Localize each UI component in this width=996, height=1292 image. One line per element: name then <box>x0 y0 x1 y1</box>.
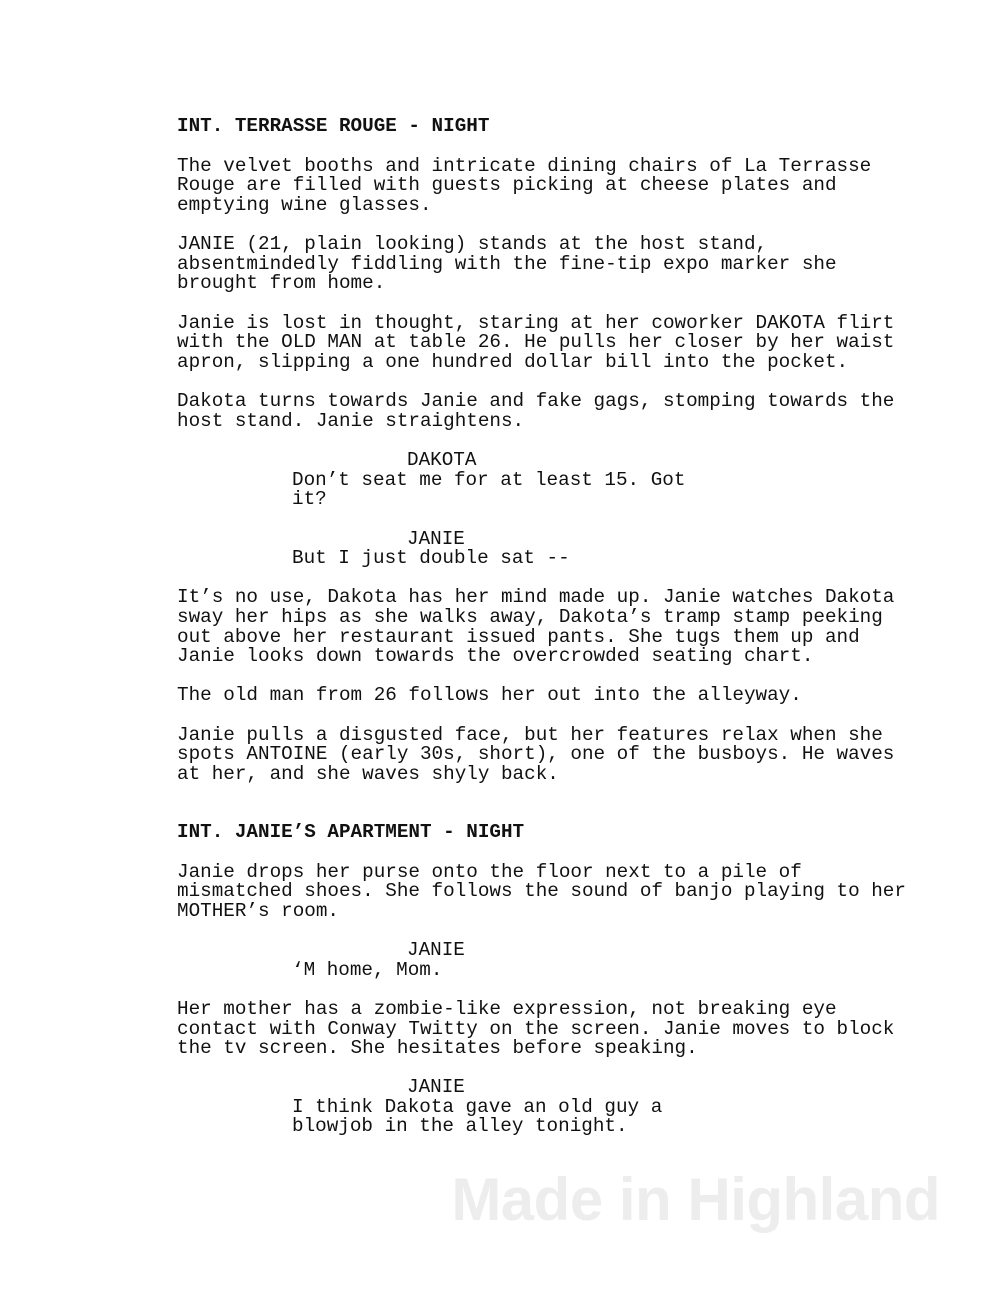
action-line: Rouge are filled with guests picking at cheese plates and <box>177 174 837 196</box>
character-cue: DAKOTA <box>407 449 477 471</box>
dialogue-line: Don’t seat me for at least 15. Got <box>292 469 686 491</box>
character-cue: JANIE <box>407 528 465 550</box>
dialogue-line: ‘M home, Mom. <box>292 959 443 981</box>
dialogue-line: But I just double sat -- <box>292 547 570 569</box>
action-line: JANIE (21, plain looking) stands at the host stand, <box>177 233 768 255</box>
action-line: Her mother has a zombie-like expression, not breaking eye <box>177 998 837 1020</box>
action-line: The velvet booths and intricate dining chairs of La Terrasse <box>177 155 872 177</box>
scene-heading: INT. JANIE’S APARTMENT - NIGHT <box>177 821 525 843</box>
action-line: The old man from 26 follows her out into the alleyway. <box>177 684 802 706</box>
action-line: apron, slipping a one hundred dollar bill into the pocket. <box>177 351 849 373</box>
character-cue: JANIE <box>407 1076 465 1098</box>
action-line: It’s no use, Dakota has her mind made up. Janie watches Dakota <box>177 586 895 608</box>
action-line: host stand. Janie straightens. <box>177 410 525 432</box>
action-line: contact with Conway Twitty on the screen. Janie moves to block <box>177 1018 895 1040</box>
action-line: the tv screen. She hesitates before speaking. <box>177 1037 698 1059</box>
character-cue: JANIE <box>407 939 465 961</box>
dialogue-line: blowjob in the alley tonight. <box>292 1115 628 1137</box>
dialogue-line: it? <box>292 488 327 510</box>
action-line: Janie looks down towards the overcrowded seating chart. <box>177 645 814 667</box>
action-line: MOTHER’s room. <box>177 900 339 922</box>
action-line: Janie drops her purse onto the floor next to a pile of <box>177 861 802 883</box>
action-line: emptying wine glasses. <box>177 194 432 216</box>
action-line: sway her hips as she walks away, Dakota’s tramp stamp peeking <box>177 606 883 628</box>
action-line: at her, and she waves shyly back. <box>177 763 559 785</box>
action-line: Dakota turns towards Janie and fake gags, stomping towards the <box>177 390 895 412</box>
action-line: absentmindedly fiddling with the fine-tip expo marker she <box>177 253 837 275</box>
action-line: Janie pulls a disgusted face, but her features relax when she <box>177 724 883 746</box>
action-line: with the OLD MAN at table 26. He pulls her closer by her waist <box>177 331 895 353</box>
dialogue-line: I think Dakota gave an old guy a <box>292 1096 663 1118</box>
action-line: brought from home. <box>177 272 386 294</box>
action-line: out above her restaurant issued pants. She tugs them up and <box>177 626 860 648</box>
scene-heading: INT. TERRASSE ROUGE - NIGHT <box>177 115 490 137</box>
watermark-text: Made in Highland <box>451 1166 940 1233</box>
action-line: spots ANTOINE (early 30s, short), one of the busboys. He waves <box>177 743 895 765</box>
action-line: mismatched shoes. She follows the sound of banjo playing to her <box>177 880 906 902</box>
action-line: Janie is lost in thought, staring at her coworker DAKOTA flirt <box>177 312 895 334</box>
